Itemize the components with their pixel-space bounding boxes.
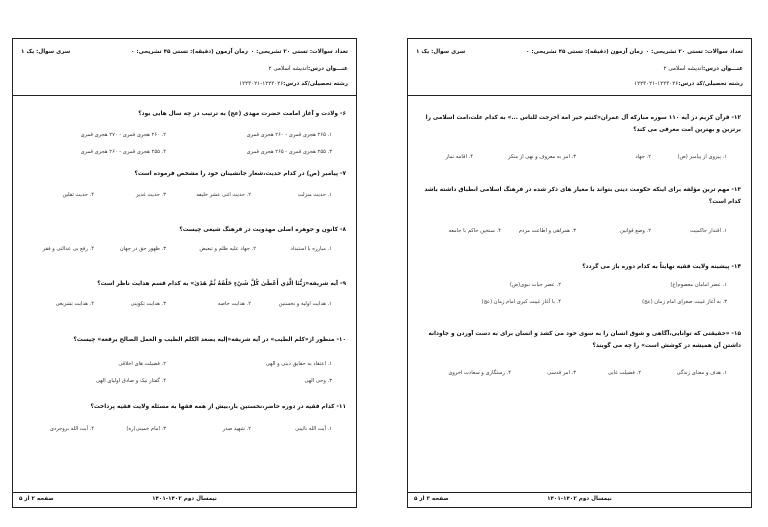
field-code: رشته تحصیلی/کد درس:۱۲۲۳۰۲۶-۱۲۲۳۰۲۱	[239, 81, 348, 87]
question-series: سری سوال: یک ۱	[416, 49, 466, 55]
option-7-3[interactable]: ۳. حدیث غدیر	[136, 192, 166, 198]
question-15: ۱۵- «حقیقتی که توانایی،آگاهی و شوق انسان را به سوی خود می کشد و انسان برای به دست آوردن و جاودانه داشتن آن همیشه در کوشش است» را چه می گویند؟	[428, 331, 741, 349]
exam-page-left	[12, 38, 357, 508]
exam-term: نیمسال دوم ۱۴۰۲-۱۴۰۱	[547, 496, 612, 502]
field-code: رشته تحصیلی/کد درس:۱۲۲۳۰۲۶-۱۲۲۳۰۲۱	[634, 81, 743, 87]
option-6-2[interactable]: ۲. ۲۶۰ هجری قمری - ۲۷۰ هجری قمری	[80, 132, 166, 138]
option-15-2[interactable]: ۲. فضیلت غایی	[607, 370, 641, 376]
question-series: سری سوال: یک ۱	[21, 49, 71, 55]
option-11-1[interactable]: ۱. آیت الله نائینی	[295, 426, 332, 432]
question-12: ۱۲- قرآن کریم در آیه ۱۱۰ سوره مبارکه آل عمران«کنتم خیر امة اخرجت للناس ...» به کدام علت،امت اسلامی را برترین و بهترین امت معرفی می کند؟	[425, 115, 741, 133]
option-10-2[interactable]: ۲. فضیلت های اخلاقی	[118, 361, 166, 367]
option-13-3[interactable]: ۳. همراهی و اطاعت مردم	[518, 228, 576, 234]
page-header	[408, 39, 751, 96]
option-14-3[interactable]: ۳. به آغاز غیبت صغرای امام زمان (عج)	[642, 299, 727, 305]
subject-title: عنـــوان درس:اندیشه اسلامی ۲	[268, 66, 348, 72]
option-9-3[interactable]: ۳. هدایت تکوینی	[130, 301, 166, 307]
page-header	[13, 39, 356, 96]
question-count: تعداد سوالات: تستی ۲۰ تشریحی: ۰	[250, 49, 348, 55]
option-15-3[interactable]: ۳. امر قدسی	[547, 370, 576, 376]
option-12-4[interactable]: ۴. اقامه نماز	[445, 154, 473, 160]
exam-page-right	[407, 38, 752, 508]
option-9-2[interactable]: ۲. هدایت خاصه	[217, 301, 251, 307]
option-14-2[interactable]: ۲. عصر حیات نبوی(ص)	[509, 282, 561, 288]
question-11: ۱۱- کدام فقیه در دوره حاضر،نخستین بار،بیش از همه فقها به مسئله ولایت فقیه پرداخت؟	[90, 404, 346, 410]
option-12-2[interactable]: ۲. جهاد	[635, 154, 651, 160]
option-13-4[interactable]: ۴. سنخین حاکم با جامعه	[448, 228, 501, 234]
question-10: ۱۰- منظور از«کلم الطیب» در آیه شریفه«إلیه یصعد الکلم الطیب و العمل الصالح یرفعه» چیست؟	[73, 337, 346, 343]
subject-title: عنـــوان درس:اندیشه اسلامی ۲	[663, 66, 743, 72]
option-6-1[interactable]: ۱. ۲۶۵ هجری قمری - ۲۶۰ هجری قمری	[246, 132, 332, 138]
question-8: ۸- کانون و جوهره اصلی مهدویت در فرهنگ شیعی چیست؟	[179, 227, 346, 233]
exam-time: زمان آزمون (دقیقه): تستی ۴۵ تشریحی: ۰	[130, 49, 248, 55]
option-12-3[interactable]: ۳. امر به معروف و نهی از منکر	[507, 154, 576, 160]
question-7: ۷- پیامبر (ص) در کدام حدیث،شعار جانشینان خود را مشخص فرموده است؟	[134, 171, 346, 177]
option-14-1[interactable]: ۱. عصر امامان معصوم(ع)	[670, 282, 727, 288]
page-footer	[13, 492, 356, 507]
question-9: ۹- آیه شریفه«رَبُّنَا الَّذِي أَعْطَىٰ كُلَّ شَيْءٍ خَلْقَهُ ثُمَّ هَدَىٰ» به کدام قسم هدایت ناظر است؟	[97, 281, 346, 287]
option-10-3[interactable]: ۳. وحی الهی	[304, 378, 332, 384]
option-13-1[interactable]: ۱. اقتدار حاکمیت	[690, 228, 727, 234]
page-number: صفحه ۲ از ۵	[19, 496, 54, 502]
question-6: ۶- ولادت و آغاز امامت حضرت مهدی (عج) به ترتیب در چه سال هایی بود؟	[138, 111, 346, 117]
option-8-4[interactable]: ۴. رفع بی عدالتی و فقر	[42, 246, 94, 252]
option-13-2[interactable]: ۲. وضع قوانین	[620, 228, 651, 234]
page-footer	[408, 492, 751, 507]
option-8-2[interactable]: ۲. جهاد علیه ظلم و تبعیض	[199, 246, 256, 252]
exam-time: زمان آزمون (دقیقه): تستی ۴۵ تشریحی: ۰	[525, 49, 643, 55]
option-11-4[interactable]: ۴. آیت الله بروجردی	[49, 426, 94, 432]
option-8-1[interactable]: ۱. مبارزه با استبداد	[290, 246, 332, 252]
question-count: تعداد سوالات: تستی ۲۰ تشریحی: ۰	[645, 49, 743, 55]
option-7-1[interactable]: ۱. حدیث منزلت	[297, 192, 332, 198]
question-13: ۱۳- مهم ترین مؤلفه برای اینکه حکومت دینی بتواند با معیار های ذکر شده در فرهنگ اسلامی انطباق داشته باشد کدام است؟	[424, 187, 741, 205]
option-11-3[interactable]: ۳. امام خمینی(ره)	[126, 426, 166, 432]
option-6-3[interactable]: ۳. ۲۵۵ هجری قمری - ۲۶۵ هجری قمری	[246, 149, 332, 155]
option-12-1[interactable]: ۱. پیروی از پیامبر (ص)	[677, 154, 727, 160]
option-10-4[interactable]: ۴. گفتار نیک و صادق اولیای الهی	[95, 378, 166, 384]
option-15-1[interactable]: ۱. هدف و معنای زندگی	[676, 370, 727, 376]
question-14: ۱۴- پیشینه ولایت فقیه نهایتاً به کدام دوره باز می گردد؟	[582, 264, 741, 270]
page-number: صفحه ۳ از ۵	[414, 496, 449, 502]
option-15-4[interactable]: ۴. رستگاری و سعادت اخروی	[448, 370, 511, 376]
option-7-4[interactable]: ۴. حدیث ثقلین	[62, 192, 94, 198]
option-10-1[interactable]: ۱. اعتقاد به حقایق دینی و الهی	[265, 361, 332, 367]
option-8-3[interactable]: ۳. ظهور حق در جهان	[119, 246, 166, 252]
option-7-2[interactable]: ۲. حدیث اثنی عشر خلیفه	[196, 192, 251, 198]
option-9-4[interactable]: ۴. هدایت تشریعی	[55, 301, 94, 307]
option-11-2[interactable]: ۲. شهید صدر	[222, 426, 251, 432]
exam-term: نیمسال دوم ۱۴۰۲-۱۴۰۱	[152, 496, 217, 502]
option-6-4[interactable]: ۴. ۲۵۵ هجری قمری - ۲۶۰ هجری قمری	[80, 149, 166, 155]
option-14-4[interactable]: ۴. با آغاز غیبت کبری امام زمان (عج)	[481, 299, 561, 305]
option-9-1[interactable]: ۱. هدایت اولیه و نخستین	[278, 301, 332, 307]
